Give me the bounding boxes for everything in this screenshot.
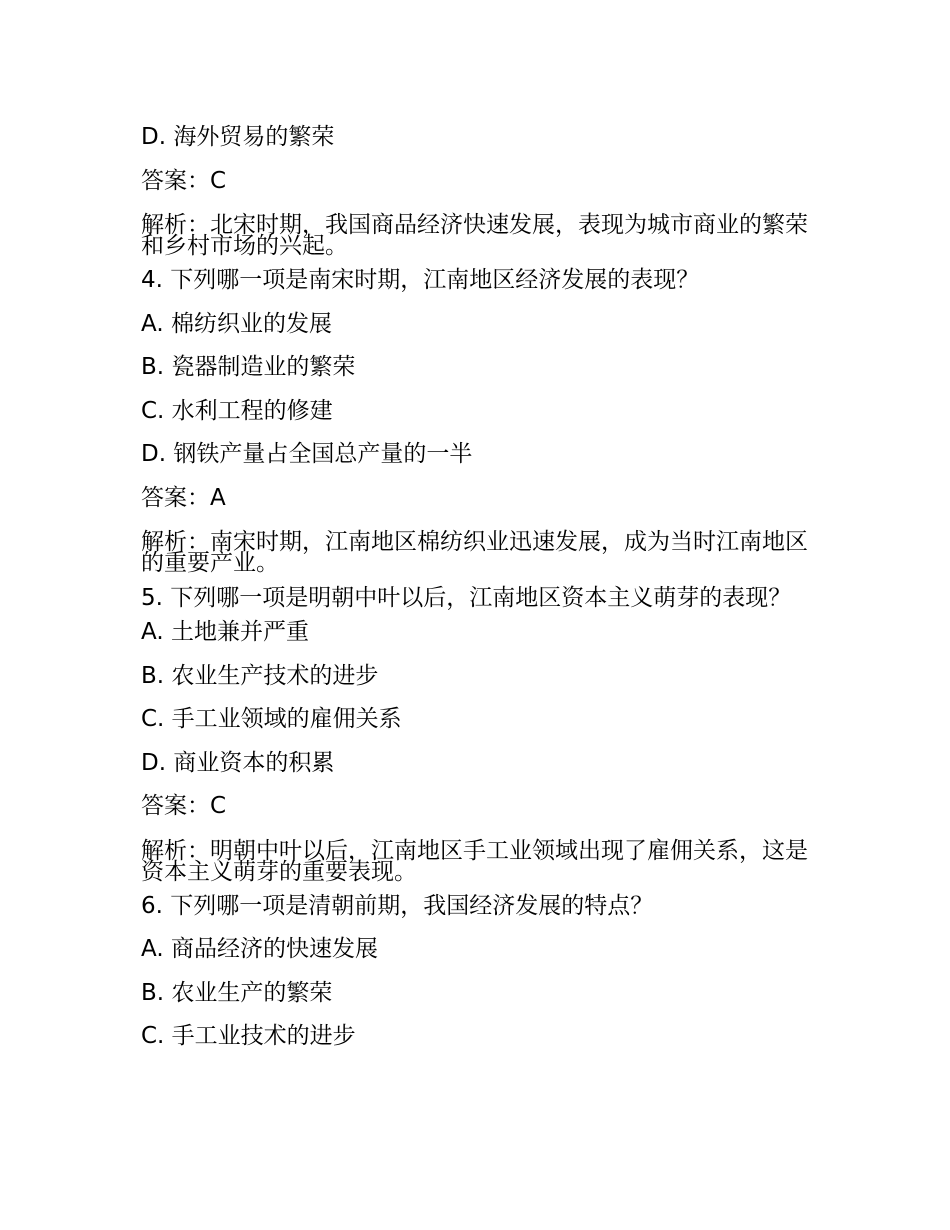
q6-option-c: C. 手工业技术的进步: [141, 1023, 356, 1049]
q3-answer: 答案：C: [141, 167, 227, 194]
q5-option-a: A. 土地兼并严重: [141, 619, 309, 645]
q6-option-a: A. 商品经济的快速发展: [141, 936, 378, 962]
q5-answer: 答案：C: [141, 793, 227, 819]
q4-question: 4. 下列哪一项是南宋时期，江南地区经济发展的表现？: [141, 267, 700, 293]
q3-option-d: D. 海外贸易的繁荣: [141, 124, 335, 150]
q5-option-b: B. 农业生产技术的进步: [141, 662, 379, 689]
q5-explanation: 解析：明朝中叶以后，江南地区手工业领域出现了雇佣关系，这是资本主义萌芽的重要表现。: [141, 837, 808, 885]
q5-option-c: C. 手工业领域的雇佣关系: [141, 706, 402, 732]
q5-question: 5. 下列哪一项是明朝中叶以后，江南地区资本主义萌芽的表现？: [141, 585, 792, 611]
q4-explanation: 解析：南宋时期，江南地区棉纺织业迅速发展，成为当时江南地区的重要产业。: [141, 529, 808, 576]
q6-question: 6. 下列哪一项是清朝前期，我国经济发展的特点？: [141, 892, 654, 919]
q4-option-b: B. 瓷器制造业的繁荣: [141, 354, 356, 380]
q3-explanation: 解析：北宋时期，我国商品经济快速发展，表现为城市商业的繁荣和乡村市场的兴起。: [141, 212, 808, 259]
document-page: [141, 125, 821, 1068]
q4-option-a: A. 棉纺织业的发展: [141, 310, 332, 337]
q4-option-d: D. 钢铁产量占全国总产量的一半: [141, 441, 473, 467]
q4-answer: 答案：A: [141, 484, 226, 511]
q5-option-d: D. 商业资本的积累: [141, 749, 335, 776]
q4-option-c: C. 水利工程的修建: [141, 397, 333, 424]
q6-option-b: B. 农业生产的繁荣: [141, 979, 333, 1006]
